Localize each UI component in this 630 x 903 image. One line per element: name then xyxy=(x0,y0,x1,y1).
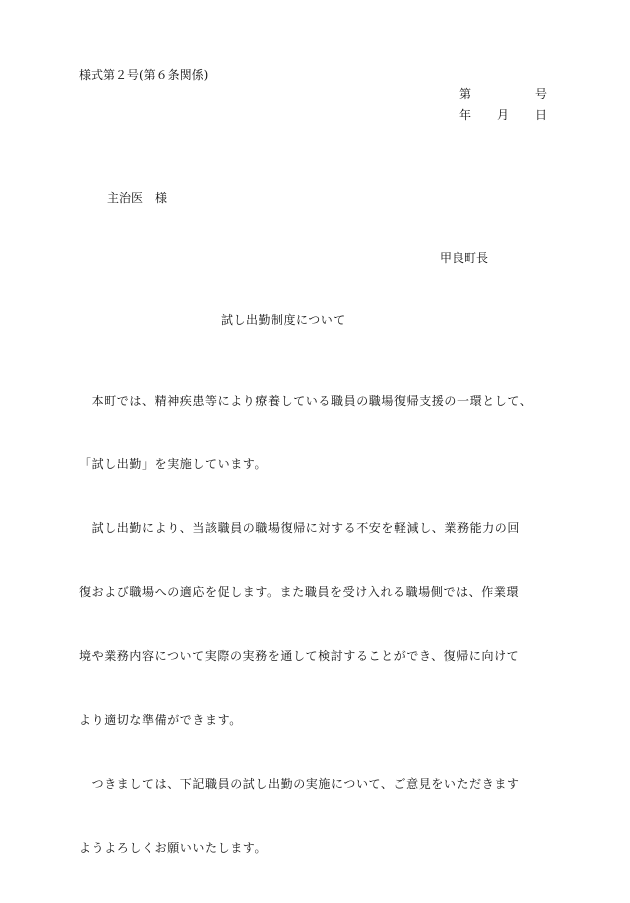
body-line: 復および職場への適応を促します。また職員を受け入れる職場側では、作業環 xyxy=(79,585,520,600)
body-text xyxy=(79,348,559,902)
addressee-honorific: 様 xyxy=(155,191,168,205)
body-line: ようよろしくお願いいたします。 xyxy=(79,840,268,855)
date-year: 年 xyxy=(459,108,472,122)
number-prefix: 第 xyxy=(459,87,472,101)
document-subject: 試し出勤制度について xyxy=(221,313,346,327)
document-number xyxy=(459,87,547,101)
form-label: 様式第２号(第６条関係) xyxy=(79,68,209,82)
sender: 甲良町長 xyxy=(440,251,489,265)
date-month: 月 xyxy=(496,108,509,122)
body-line: 「試し出勤」を実施しています。 xyxy=(79,457,268,472)
addressee-name: 主治医 xyxy=(107,191,144,205)
body-line: 本町では、精神疾患等により療養している職員の職場復帰支援の一環として、 xyxy=(79,393,533,408)
document-date xyxy=(459,108,547,122)
number-suffix: 号 xyxy=(534,87,547,101)
body-line: つきましては、下記職員の試し出勤の実施について、ご意見をいただきます xyxy=(79,776,520,791)
date-day: 日 xyxy=(534,108,547,122)
body-line: 試し出勤により、当該職員の職場復帰に対する不安を軽減し、業務能力の回 xyxy=(79,521,521,536)
addressee xyxy=(107,191,167,205)
body-line: 境や業務内容について実際の実務を通して検討することができ、復帰に向けて xyxy=(79,649,520,664)
body-line: より適切な準備ができます。 xyxy=(79,713,242,728)
